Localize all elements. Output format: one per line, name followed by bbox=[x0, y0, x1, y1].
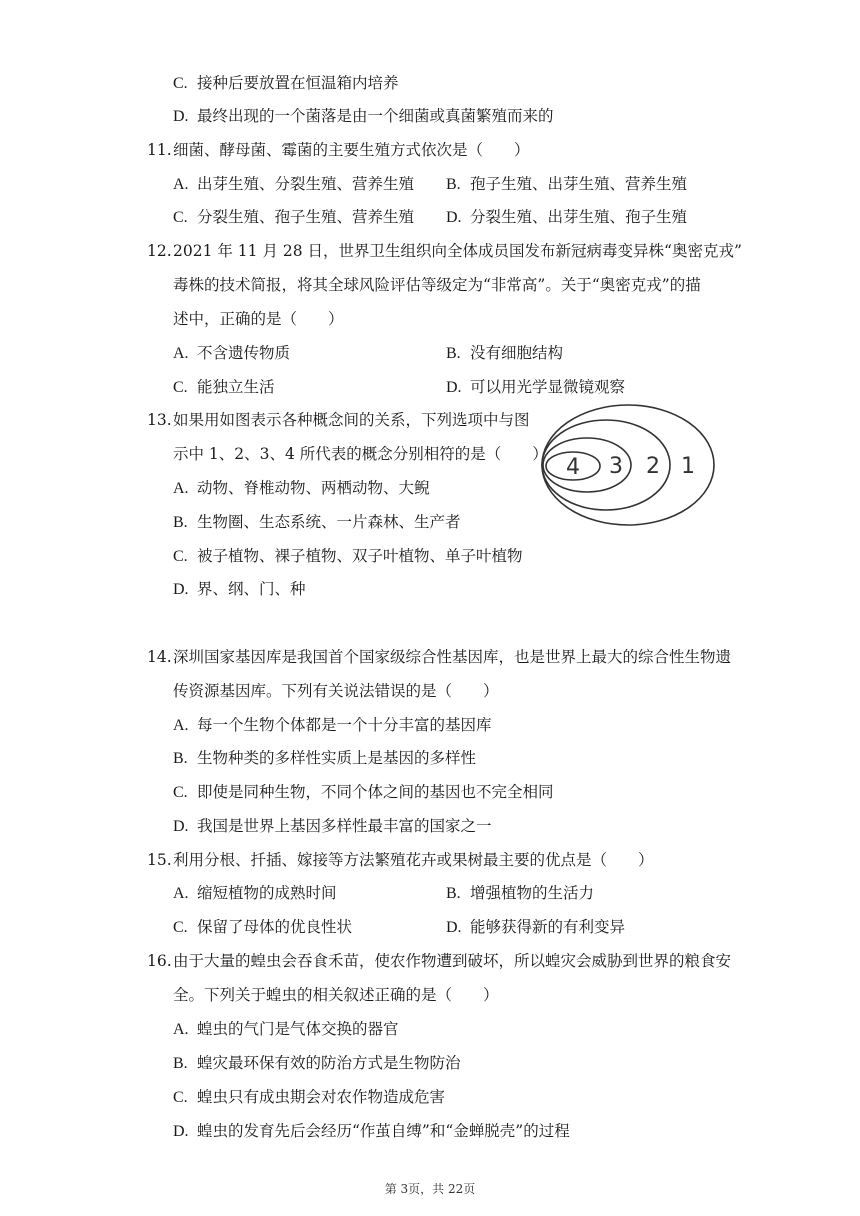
option-d bbox=[173, 578, 306, 601]
question-stem: 2021 年 11 月 28 日，世界卫生组织向全体成员国发布新冠病毒变异株“奥密克戎” bbox=[173, 242, 742, 260]
option-letter: D. bbox=[173, 108, 189, 125]
option-letter: D. bbox=[446, 919, 462, 936]
question-13 bbox=[147, 409, 530, 431]
option-d bbox=[446, 916, 625, 939]
option-letter: A. bbox=[173, 1021, 189, 1038]
option-letter: A. bbox=[173, 176, 189, 193]
question-number: 12. bbox=[147, 242, 172, 260]
option-text: 蝗虫的气门是气体交换的器官 bbox=[197, 1020, 399, 1038]
option-b bbox=[446, 173, 687, 196]
option-text: 即使是同种生物，不同个体之间的基因也不完全相同 bbox=[197, 783, 554, 801]
option-d bbox=[173, 105, 554, 128]
option-text: 增强植物的生活力 bbox=[470, 884, 595, 902]
option-text: 能独立生活 bbox=[197, 378, 275, 396]
question-stem: 利用分根、扦插、嫁接等方法繁殖花卉或果树最主要的优点是（ ） bbox=[173, 851, 654, 869]
option-d bbox=[446, 206, 687, 229]
option-a bbox=[173, 477, 430, 500]
option-text: 被子植物、裸子植物、双子叶植物、单子叶植物 bbox=[197, 547, 523, 565]
option-letter: B. bbox=[446, 345, 461, 362]
option-text: 蝗虫只有成虫期会对农作物造成危害 bbox=[197, 1088, 446, 1106]
question-stem: 深圳国家基因库是我国首个国家级综合性基因库，也是世界上最大的综合性生物遗 bbox=[173, 648, 732, 666]
option-letter: D. bbox=[446, 209, 462, 226]
option-letter: C. bbox=[173, 379, 188, 396]
option-letter: C. bbox=[173, 209, 188, 226]
option-letter: B. bbox=[446, 885, 461, 902]
option-text: 可以用光学显微镜观察 bbox=[470, 378, 626, 396]
question-14 bbox=[147, 646, 731, 668]
option-b bbox=[446, 882, 594, 905]
option-letter: C. bbox=[173, 548, 188, 565]
option-b bbox=[173, 1052, 461, 1075]
option-letter: C. bbox=[173, 75, 188, 92]
option-d bbox=[446, 376, 625, 399]
ellipse-label-4: 4 bbox=[566, 455, 580, 480]
question-stem: 由于大量的蝗虫会吞食禾苗，使农作物遭到破坏，所以蝗灾会威胁到世界的粮食安 bbox=[173, 952, 732, 970]
option-a bbox=[173, 882, 337, 905]
question-stem-continued: 示中 1、2、3、4 所代表的概念分别相符的是（ ） bbox=[173, 445, 548, 463]
option-letter: A. bbox=[173, 345, 189, 362]
option-text: 接种后要放置在恒温箱内培养 bbox=[197, 74, 399, 92]
option-c bbox=[173, 545, 523, 568]
option-text: 每一个生物个体都是一个十分丰富的基因库 bbox=[197, 716, 492, 734]
option-text: 不含遗传物质 bbox=[197, 344, 291, 362]
option-a bbox=[173, 714, 492, 737]
option-text: 分裂生殖、孢子生殖、营养生殖 bbox=[197, 208, 415, 226]
option-letter: B. bbox=[173, 750, 188, 767]
option-d bbox=[173, 1120, 570, 1143]
ellipse-label-2: 2 bbox=[646, 454, 660, 479]
question-number: 11. bbox=[147, 141, 172, 159]
question-number: 15. bbox=[147, 851, 172, 869]
option-letter: B. bbox=[173, 514, 188, 531]
option-a bbox=[173, 173, 414, 196]
option-c bbox=[173, 376, 275, 399]
option-text: 分裂生殖、出芽生殖、孢子生殖 bbox=[470, 208, 688, 226]
question-number: 13. bbox=[147, 411, 172, 429]
option-b bbox=[446, 342, 563, 365]
question-stem-continued: 述中，正确的是（ ） bbox=[173, 310, 344, 328]
option-letter: A. bbox=[173, 717, 189, 734]
option-letter: D. bbox=[446, 379, 462, 396]
option-letter: C. bbox=[173, 919, 188, 936]
option-text: 生物圈、生态系统、一片森林、生产者 bbox=[197, 513, 461, 531]
option-b bbox=[173, 511, 461, 534]
ellipse-label-3: 3 bbox=[609, 454, 623, 479]
question-stem: 细菌、酵母菌、霉菌的主要生殖方式依次是（ ） bbox=[173, 141, 530, 159]
option-text: 我国是世界上基因多样性最丰富的国家之一 bbox=[197, 817, 492, 835]
option-a bbox=[173, 342, 290, 365]
option-letter: C. bbox=[173, 1089, 188, 1106]
option-letter: D. bbox=[173, 581, 189, 598]
page-footer: 第 3页，共 22页 bbox=[384, 1182, 476, 1196]
question-15 bbox=[147, 849, 654, 871]
option-letter: C. bbox=[173, 784, 188, 801]
option-c bbox=[173, 781, 554, 804]
option-letter: D. bbox=[173, 818, 189, 835]
question-number: 14. bbox=[147, 648, 172, 666]
question-number: 16. bbox=[147, 952, 172, 970]
option-letter: B. bbox=[173, 1055, 188, 1072]
question-12 bbox=[147, 240, 742, 262]
option-text: 出芽生殖、分裂生殖、营养生殖 bbox=[197, 175, 415, 193]
question-stem-continued: 毒株的技术简报，将其全球风险评估等级定为“非常高”。关于“奥密克戎”的描 bbox=[173, 276, 701, 294]
concept-nested-ellipses-figure bbox=[540, 402, 720, 530]
question-stem: 如果用如图表示各种概念间的关系，下列选项中与图 bbox=[173, 411, 530, 429]
option-text: 生物种类的多样性实质上是基因的多样性 bbox=[197, 749, 477, 767]
option-text: 能够获得新的有利变异 bbox=[470, 918, 626, 936]
option-text: 动物、脊椎动物、两栖动物、大鲵 bbox=[197, 479, 430, 497]
option-d bbox=[173, 815, 492, 838]
option-b bbox=[173, 747, 476, 770]
option-letter: A. bbox=[173, 480, 189, 497]
option-text: 最终出现的一个菌落是由一个细菌或真菌繁殖而来的 bbox=[197, 107, 554, 125]
option-text: 孢子生殖、出芽生殖、营养生殖 bbox=[470, 175, 688, 193]
question-stem-continued: 全。下列关于蝗虫的相关叙述正确的是（ ） bbox=[173, 986, 499, 1004]
option-text: 蝗虫的发育先后会经历“作茧自缚”和“金蝉脱壳”的过程 bbox=[197, 1122, 570, 1140]
option-text: 缩短植物的成熟时间 bbox=[197, 884, 337, 902]
option-letter: B. bbox=[446, 176, 461, 193]
question-11 bbox=[147, 139, 530, 161]
option-c bbox=[173, 916, 352, 939]
option-text: 保留了母体的优良性状 bbox=[197, 918, 353, 936]
option-letter: A. bbox=[173, 885, 189, 902]
option-a bbox=[173, 1018, 399, 1041]
option-text: 没有细胞结构 bbox=[470, 344, 564, 362]
option-text: 界、纲、门、种 bbox=[197, 580, 306, 598]
option-c bbox=[173, 1086, 445, 1109]
ellipse-label-1: 1 bbox=[681, 454, 695, 479]
option-c bbox=[173, 206, 414, 229]
question-stem-continued: 传资源基因库。下列有关说法错误的是（ ） bbox=[173, 682, 499, 700]
question-16 bbox=[147, 950, 731, 972]
option-c bbox=[173, 72, 399, 95]
option-text: 蝗灾最环保有效的防治方式是生物防治 bbox=[197, 1054, 461, 1072]
option-letter: D. bbox=[173, 1123, 189, 1140]
